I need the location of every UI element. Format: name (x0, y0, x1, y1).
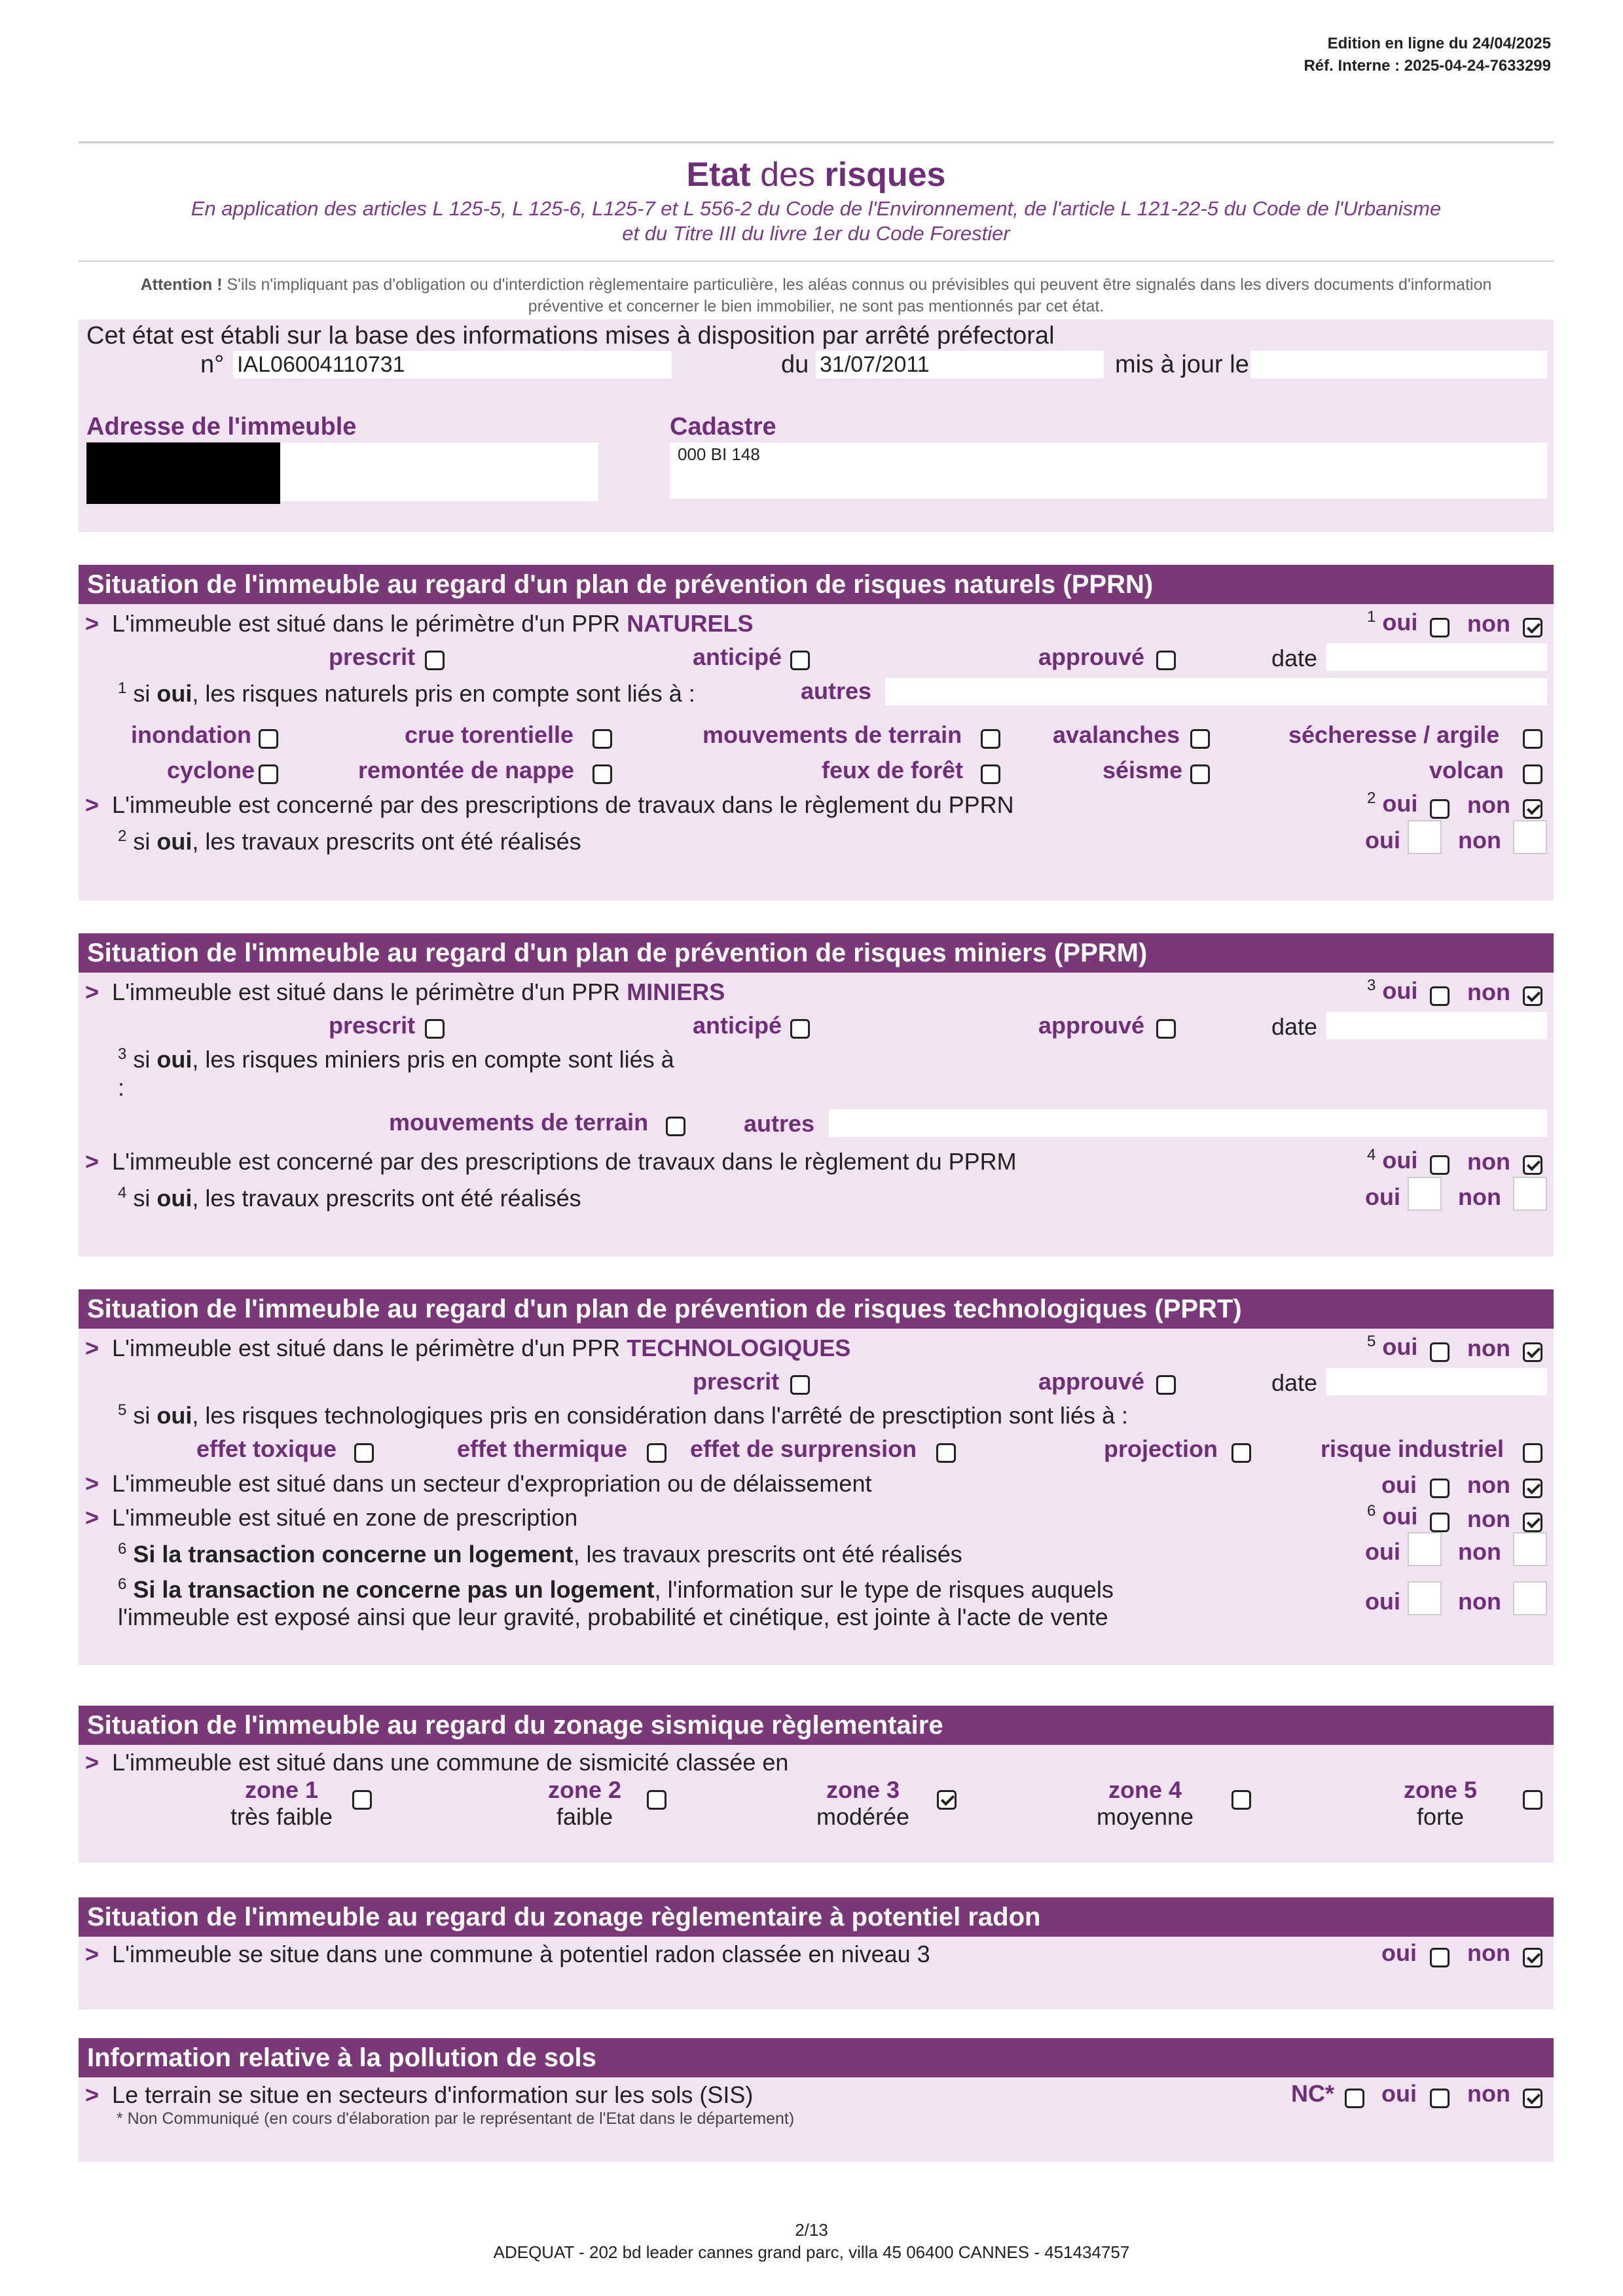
box-non-realises[interactable] (1513, 820, 1547, 854)
risk-secheresse: sécheresse / argile (1288, 721, 1500, 748)
checkbox-anticipe[interactable] (790, 651, 810, 670)
oui-label: oui (1381, 1471, 1417, 1498)
page-title: Etat des risques (686, 156, 946, 194)
q-pprn-realises: $^2$ si oui, les travaux prescrits ont été réalisés (118, 827, 581, 855)
checkbox-prescrit[interactable] (425, 1019, 445, 1039)
checkbox-non-radon[interactable] (1523, 1948, 1542, 1967)
q-pprt-non-logement: $^6$ Si la transaction ne concerne pas un logement, l'information sur le type de risques auquels (118, 1575, 1114, 1603)
date-label: date (1271, 1369, 1318, 1396)
nc-note: * Non Communiqué (en cours d'élaboration par le représentant de l'Etat dans le département) (117, 2109, 795, 2128)
date-label: date (1271, 645, 1318, 672)
non-label: non (1458, 1538, 1501, 1565)
date-label: date (1271, 1013, 1318, 1040)
checkbox-nappe[interactable] (593, 764, 612, 784)
oui-label: oui (1365, 1183, 1400, 1210)
checkbox-oui-radon[interactable] (1430, 1948, 1450, 1967)
checkbox-projection[interactable] (1231, 1443, 1251, 1463)
oui-label: oui (1381, 1939, 1417, 1966)
section-sismique (79, 1745, 1554, 1863)
checkbox-non-sis[interactable] (1523, 2089, 1542, 2108)
checkbox-zone-4[interactable] (1231, 1790, 1251, 1810)
checkbox-mouvements[interactable] (981, 729, 1000, 749)
pprt-date-field[interactable] (1326, 1368, 1547, 1395)
checkbox-oui-4[interactable] (1430, 1155, 1450, 1175)
box-non-logement[interactable] (1513, 1532, 1547, 1566)
checkbox-anticipe[interactable] (790, 1019, 810, 1039)
du-label: du (781, 351, 809, 378)
checkbox-secheresse[interactable] (1523, 729, 1542, 749)
edition-date: Edition en ligne du 24/04/2025 (1327, 35, 1551, 52)
zone-4-label: zone 4 (1108, 1776, 1182, 1803)
q-sismicite: > L'immeuble est situé dans une commune de sismicité classée en (85, 1749, 789, 1776)
non-label: non (1467, 1471, 1510, 1498)
pprm-lies: $^3$ si oui, les risques miniers pris en compte sont liés à (118, 1045, 674, 1073)
answer-4: $^4$ oui (1367, 1146, 1418, 1174)
checkbox-feux[interactable] (981, 764, 1000, 784)
risk-nappe: remontée de nappe (358, 757, 575, 783)
answer-3: $^3$ oui (1367, 977, 1418, 1004)
anticipe-label: anticipé (693, 643, 782, 670)
prescrit-label: prescrit (329, 1012, 416, 1039)
intro-text: Cet état est établi sur la base des informations mises à disposition par arrêté préfectoral (86, 322, 1055, 350)
oui-label: oui (1365, 827, 1400, 853)
non-label: non (1467, 610, 1510, 637)
zone-2-label: zone 2 (547, 1776, 622, 1803)
footer-address: ADEQUAT - 202 bd leader cannes grand parc, villa 45 06400 CANNES - 451434757 (493, 2242, 1130, 2262)
risk-mouvements: mouvements de terrain (702, 721, 962, 748)
maj-label: mis à jour le (1115, 351, 1249, 378)
answer-5: $^5$ oui (1367, 1333, 1418, 1360)
risk-cyclone: cyclone (167, 757, 255, 783)
risk-thermique: effet thermique (457, 1435, 628, 1462)
section-header-sismique: Situation de l'immeuble au regard du zonage sismique règlementaire (79, 1706, 1554, 1745)
risk-seisme: séisme (1103, 757, 1183, 783)
zone-5-desc: forte (1416, 1803, 1465, 1830)
box-oui-realises[interactable] (1408, 820, 1442, 854)
checkbox-toxique[interactable] (354, 1443, 374, 1463)
non-label: non (1467, 1148, 1510, 1175)
risk-volcan: volcan (1429, 757, 1504, 783)
checkbox-non-5[interactable] (1523, 1342, 1542, 1362)
zone-3-desc: modérée (816, 1803, 910, 1830)
section-header-pollution: Information relative à la pollution de sols (79, 2038, 1554, 2077)
q-ppr-naturels: > L'immeuble est situé dans le périmètre d'un PPR NATURELS (85, 610, 754, 637)
risk-projection: projection (1104, 1435, 1218, 1462)
checkbox-avalanches[interactable] (1190, 729, 1210, 749)
q-pprn-travaux: > L'immeuble est concerné par des prescriptions de travaux dans le règlement du PPRN (85, 791, 1014, 818)
checkbox-oui-exprop[interactable] (1430, 1479, 1450, 1498)
oui-label: oui (1365, 1538, 1400, 1565)
risk-mouvements: mouvements de terrain (389, 1109, 649, 1136)
redaction-block (86, 442, 280, 504)
non-label: non (1458, 827, 1501, 853)
checkbox-industriel[interactable] (1523, 1443, 1542, 1463)
arrete-date-field[interactable]: 31/07/2011 (816, 351, 1104, 378)
cadastre-label: Cadastre (670, 413, 776, 440)
checkbox-non-2[interactable] (1523, 799, 1542, 819)
section-header-pprt: Situation de l'immeuble au regard d'un plan de prévention de risques technologiques (PPRT) (79, 1289, 1554, 1329)
checkbox-zone-1[interactable] (352, 1790, 372, 1810)
non-label: non (1467, 2080, 1510, 2107)
checkbox-non-4[interactable] (1523, 1155, 1542, 1175)
risk-toxique: effet toxique (196, 1435, 337, 1462)
checkbox-surprension[interactable] (936, 1443, 956, 1463)
intro-box (79, 319, 1554, 532)
checkbox-non-1[interactable] (1523, 618, 1542, 637)
update-date-field[interactable] (1250, 351, 1547, 378)
q-pprt-non-logement-l2: l'immeuble est exposé ainsi que leur gravité, probabilité et cinétique, est jointe à l'acte de vente (118, 1604, 1108, 1630)
non-label: non (1467, 1939, 1510, 1966)
q-pprm-travaux: > L'immeuble est concerné par des prescriptions de travaux dans le règlement du PPRM (85, 1148, 1017, 1175)
checkbox-oui-5[interactable] (1430, 1342, 1450, 1362)
nc-label: NC* (1291, 2080, 1335, 2107)
box-oui-logement[interactable] (1408, 1532, 1442, 1566)
q-radon: > L'immeuble se situe dans une commune à potentiel radon classée en niveau 3 (85, 1941, 930, 1967)
anticipe-label: anticipé (693, 1012, 782, 1039)
q-pprt-expropriation: > L'immeuble est situé dans un secteur d'expropriation ou de délaissement (85, 1470, 872, 1497)
answer-2: $^2$ oui (1367, 789, 1418, 817)
num-label: n° (200, 351, 225, 378)
checkbox-non-exprop[interactable] (1523, 1479, 1542, 1498)
pprm-date-field[interactable] (1326, 1012, 1547, 1039)
pprm-autres-field[interactable] (829, 1109, 1547, 1137)
checkbox-inondation[interactable] (259, 729, 278, 749)
answer-1: $^1$ oui (1367, 608, 1418, 636)
risk-feux: feux de forêt (822, 757, 964, 783)
zone-1-label: zone 1 (244, 1776, 319, 1803)
q-ppr-techno: > L'immeuble est situé dans le périmètre d'un PPR TECHNOLOGIQUES (85, 1335, 851, 1361)
answer-6: $^6$ oui (1367, 1502, 1418, 1530)
non-label: non (1467, 1505, 1510, 1532)
box-oui-realises[interactable] (1408, 1177, 1442, 1211)
zone-3-label: zone 3 (826, 1776, 900, 1803)
non-label: non (1467, 1335, 1510, 1361)
arrete-number-field[interactable]: IAL06004110731 (233, 351, 672, 378)
section-radon (79, 1937, 1554, 2009)
section-header-pprn: Situation de l'immeuble au regard d'un plan de prévention de risques naturels (PPRN) (79, 565, 1554, 604)
checkbox-zone-2[interactable] (647, 1790, 666, 1810)
address-field[interactable] (86, 442, 598, 501)
address-label: Adresse de l'immeuble (86, 413, 357, 440)
divider (79, 141, 1554, 143)
q-pprm-realises: $^4$ si oui, les travaux prescrits ont été réalisés (118, 1184, 581, 1211)
autres-label: autres (801, 677, 872, 704)
divider (79, 260, 1554, 262)
prescrit-label: prescrit (329, 643, 416, 670)
checkbox-cyclone[interactable] (259, 764, 278, 784)
section-pprm (79, 973, 1554, 1257)
non-label: non (1467, 791, 1510, 818)
prescrit-label: prescrit (693, 1368, 780, 1395)
zone-2-desc: faible (556, 1803, 613, 1830)
non-label: non (1458, 1588, 1501, 1615)
checkbox-oui-sis[interactable] (1430, 2089, 1450, 2108)
checkbox-seisme[interactable] (1190, 764, 1210, 784)
risk-industriel: risque industriel (1321, 1435, 1504, 1462)
colon: : (118, 1074, 125, 1101)
oui-label: oui (1381, 2080, 1417, 2107)
checkbox-non-3[interactable] (1523, 986, 1542, 1006)
legal-basis: En application des articles L 125-5, L 125-6, L125-7 et L 556-2 du Code de l'Environnement, de l'article L 121-22-5 du Code de l'Urbanisme et du Titre III du livre 1er du Code Forestier (191, 197, 1442, 245)
checkbox-mouvements[interactable] (666, 1117, 685, 1136)
box-oui-non-logement[interactable] (1408, 1581, 1442, 1615)
page-number: 2/13 (795, 2220, 828, 2240)
q-pprt-prescription: > L'immeuble est situé en zone de prescription (85, 1504, 578, 1531)
checkbox-zone-3[interactable] (937, 1790, 957, 1810)
checkbox-volcan[interactable] (1523, 764, 1542, 784)
attention-note: Attention ! S'ils n'impliquant pas d'obligation ou d'interdiction règlementaire particulière, les aléas connus ou prévisibles qui peuvent être signalés dans les divers documents d'information préventive et concerner le bien immobilier, ne sont pas mentionnés par cet état. (140, 276, 1492, 315)
checkbox-prescrit[interactable] (790, 1375, 810, 1395)
box-non-realises[interactable] (1513, 1177, 1547, 1211)
q-pprt-logement: $^6$ Si la transaction concerne un logement, les travaux prescrits ont été réalisés (118, 1540, 962, 1568)
pprn-autres-field[interactable] (885, 678, 1547, 706)
checkbox-oui-6[interactable] (1430, 1513, 1450, 1532)
section-pollution (79, 2077, 1554, 2162)
oui-label: oui (1365, 1588, 1400, 1615)
approuve-label: approuvé (1038, 1012, 1145, 1039)
checkbox-zone-5[interactable] (1523, 1790, 1542, 1810)
section-pprn (79, 604, 1554, 901)
approuve-label: approuvé (1038, 643, 1145, 670)
cadastre-field[interactable]: 000 BI 148 (670, 442, 1547, 499)
non-label: non (1467, 978, 1510, 1005)
checkbox-oui-2[interactable] (1430, 799, 1450, 819)
zone-1-desc: très faible (230, 1803, 333, 1830)
box-non-non-logement[interactable] (1513, 1581, 1547, 1615)
zone-4-desc: moyenne (1096, 1803, 1194, 1830)
section-header-pprm: Situation de l'immeuble au regard d'un plan de prévention de risques miniers (PPRM) (79, 933, 1554, 973)
pprn-date-field[interactable] (1326, 643, 1547, 671)
internal-ref: Réf. Interne : 2025-04-24-7633299 (1304, 57, 1551, 75)
risk-surprension: effet de surprension (690, 1435, 917, 1462)
checkbox-nc[interactable] (1345, 2089, 1364, 2108)
pprn-lies: $^1$ si oui, les risques naturels pris en compte sont liés à : (118, 679, 695, 707)
pprt-lies: $^5$ si oui, les risques technologiques pris en considération dans l'arrêté de presctiption sont liés à : (118, 1401, 1129, 1429)
checkbox-crue[interactable] (593, 729, 612, 749)
risk-avalanches: avalanches (1053, 721, 1180, 748)
checkbox-thermique[interactable] (647, 1443, 666, 1463)
checkbox-oui-3[interactable] (1430, 986, 1450, 1006)
checkbox-approuve[interactable] (1156, 1019, 1176, 1039)
section-header-radon: Situation de l'immeuble au regard du zonage règlementaire à potentiel radon (79, 1897, 1554, 1937)
checkbox-oui-1[interactable] (1430, 618, 1450, 637)
risk-crue: crue torentielle (405, 721, 574, 748)
checkbox-prescrit[interactable] (425, 651, 445, 670)
autres-label: autres (744, 1110, 815, 1137)
approuve-label: approuvé (1038, 1368, 1145, 1395)
section-pprt (79, 1329, 1554, 1665)
q-sis: > Le terrain se situe en secteurs d'information sur les sols (SIS) (85, 2081, 754, 2108)
checkbox-approuve[interactable] (1156, 1375, 1176, 1395)
checkbox-approuve[interactable] (1156, 651, 1176, 670)
q-ppr-miniers: > L'immeuble est situé dans le périmètre d'un PPR MINIERS (85, 978, 725, 1005)
non-label: non (1458, 1183, 1501, 1210)
risk-inondation: inondation (131, 721, 251, 748)
zone-5-label: zone 5 (1403, 1776, 1478, 1803)
checkbox-non-6[interactable] (1523, 1513, 1542, 1532)
